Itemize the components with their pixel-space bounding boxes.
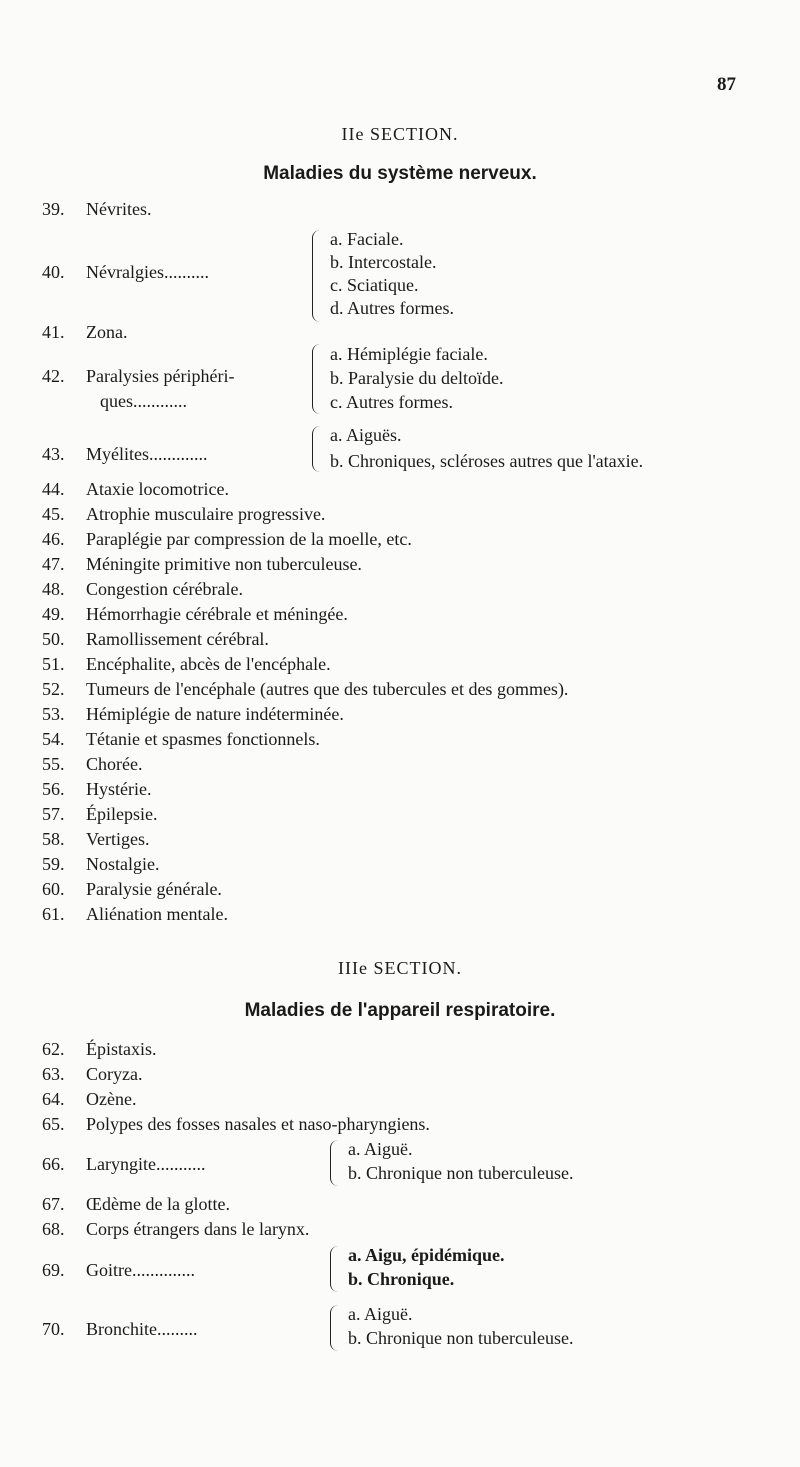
list-item-continuation: ques............ (100, 391, 187, 411)
brace (312, 344, 323, 414)
sub-item: b. Intercostale. (330, 252, 437, 272)
sub-item: b. Chronique non tuberculeuse. (348, 1328, 574, 1348)
list-item: 59. Nostalgie. (42, 854, 160, 874)
list-item: 64. Ozène. (42, 1089, 137, 1109)
list-item: 43. Myélites............. (42, 444, 208, 464)
list-item: 57. Épilepsie. (42, 804, 158, 824)
brace (330, 1140, 341, 1186)
sub-item: a. Hémiplégie faciale. (330, 344, 488, 364)
list-item: 42. Paralysies périphéri- (42, 366, 235, 386)
page-number: 87 (717, 74, 736, 95)
list-item: 54. Tétanie et spasmes fonctionnels. (42, 729, 320, 749)
list-item: 70. Bronchite......... (42, 1319, 198, 1339)
section-3-title: Maladies de l'appareil respiratoire. (244, 1000, 556, 1021)
list-item: 39. Névrites. (42, 199, 152, 219)
sub-item: d. Autres formes. (330, 298, 454, 318)
list-item: 56. Hystérie. (42, 779, 152, 799)
list-item: 69. Goitre.............. (42, 1260, 195, 1280)
brace (330, 1246, 341, 1292)
sub-item: c. Autres formes. (330, 392, 453, 412)
brace (312, 230, 323, 322)
list-item: 44. Ataxie locomotrice. (42, 479, 229, 499)
list-item: 51. Encéphalite, abcès de l'encéphale. (42, 654, 331, 674)
brace (330, 1305, 341, 1351)
sub-item: b. Chronique. (348, 1269, 455, 1289)
sub-item: b. Chronique non tuberculeuse. (348, 1163, 574, 1183)
sub-item: b. Paralysie du deltoïde. (330, 368, 504, 388)
list-item: 63. Coryza. (42, 1064, 143, 1084)
list-item: 47. Méningite primitive non tuberculeuse. (42, 554, 362, 574)
list-item: 50. Ramollissement cérébral. (42, 629, 269, 649)
list-item: 60. Paralysie générale. (42, 879, 222, 899)
section-2-heading: IIe SECTION. (341, 124, 459, 144)
list-item: 55. Chorée. (42, 754, 143, 774)
sub-item: b. Chroniques, scléroses autres que l'ataxie. (330, 451, 644, 471)
list-item: 68. Corps étrangers dans le larynx. (42, 1219, 310, 1239)
list-item: 48. Congestion cérébrale. (42, 579, 243, 599)
list-item: 53. Hémiplégie de nature indéterminée. (42, 704, 344, 724)
sub-item: a. Aigu, épidémique. (348, 1245, 505, 1265)
sub-item: c. Sciatique. (330, 275, 419, 295)
list-item: 41. Zona. (42, 322, 128, 342)
list-item: 65. Polypes des fosses nasales et naso-pharyngiens. (42, 1114, 430, 1134)
brace (312, 426, 323, 472)
section-2-title: Maladies du système nerveux. (263, 163, 537, 184)
section-3-heading: IIIe SECTION. (338, 958, 462, 978)
sub-item: a. Faciale. (330, 229, 404, 249)
list-item: 40. Névralgies.......... (42, 262, 209, 282)
sub-item: a. Aiguës. (330, 425, 402, 445)
list-item: 45. Atrophie musculaire progressive. (42, 504, 326, 524)
list-item: 67. Œdème de la glotte. (42, 1194, 230, 1214)
list-item: 46. Paraplégie par compression de la moelle, etc. (42, 529, 412, 549)
list-item: 52. Tumeurs de l'encéphale (autres que des tubercules et des gommes). (42, 679, 569, 699)
list-item: 49. Hémorrhagie cérébrale et méningée. (42, 604, 348, 624)
sub-item: a. Aiguë. (348, 1139, 413, 1159)
list-item: 58. Vertiges. (42, 829, 150, 849)
sub-item: a. Aiguë. (348, 1304, 413, 1324)
list-item: 62. Épistaxis. (42, 1039, 157, 1059)
list-item: 61. Aliénation mentale. (42, 904, 228, 924)
list-item: 66. Laryngite........... (42, 1154, 206, 1174)
